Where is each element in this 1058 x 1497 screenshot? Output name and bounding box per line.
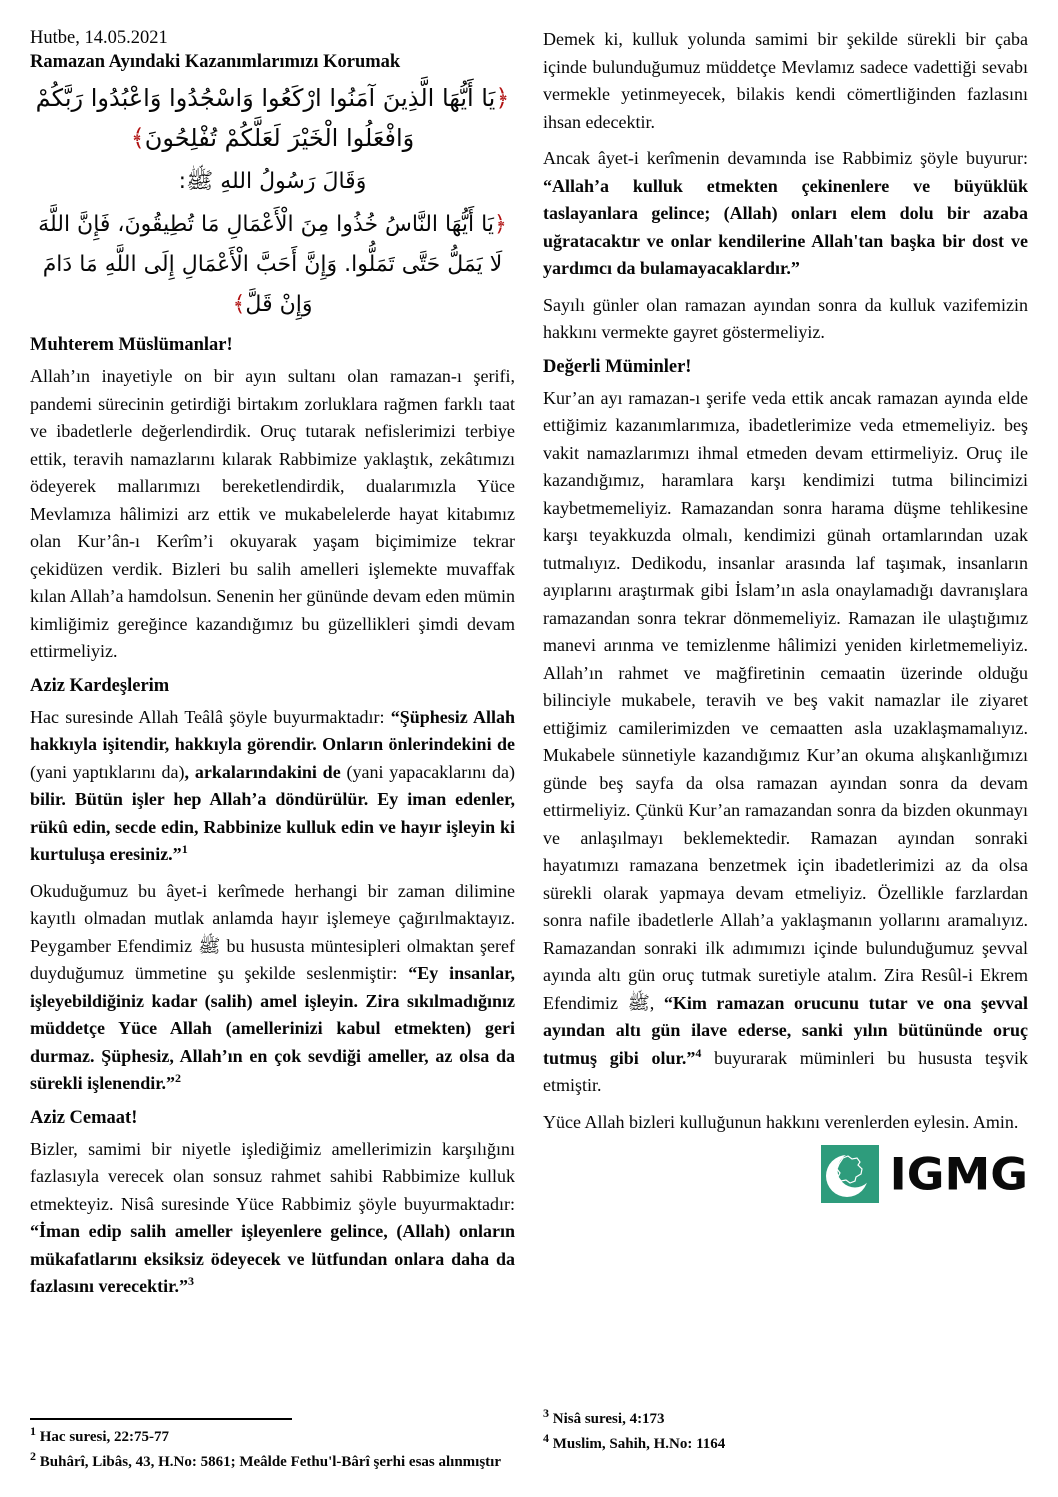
footnote (30, 1448, 515, 1474)
crescent-europe-icon (821, 1145, 879, 1203)
section-heading-degerli-muminler: Değerli Müminler! (543, 356, 692, 377)
footnote-ref: 1 (181, 842, 188, 856)
text-run: Ancak âyet-i kerîmenin devamında ise Rabbimiz şöyle buyurur: (543, 148, 1028, 168)
footnotes-left (30, 1418, 515, 1476)
footnote-text: Muslim, Sahih, H.No: 1164 (552, 1435, 726, 1452)
text-run: ﴿ (495, 84, 510, 112)
paragraph (30, 878, 515, 1098)
footnote (30, 1424, 515, 1449)
quran-verse-arabic (30, 78, 515, 158)
footnotes-right (543, 1406, 1028, 1458)
text-run: “İman edip salih ameller işleyenlere gelince, (Allah) onların mükafatlarını eksiksiz ödeyecek ve lütfundan onlara daha da fazlasını verecektir.” (30, 1221, 515, 1296)
text-run: يَا أَيُّهَا الَّذِينَ آمَنُوا ارْكَعُوا وَاسْجُدُوا وَاعْبُدُوا رَبَّكُمْ وَافْعَلُوا الْخَيْرَ لَعَلَّكُمْ تُفْلِحُونَ (35, 84, 496, 152)
footnote-text: Buhârî, Libâs, 43, H.No: 5861; Meâlde Fethu'l-Bârî şerhi esas alınmıştır (39, 1453, 501, 1470)
paragraph (543, 385, 1028, 1100)
text-run: Bizler, samimi bir niyetle işlediğimiz amellerimizin karşılığını fazlasıyla verecek olan sonsuz rahmet sahibi Rabbimize kulluk etmekteyiz. Nisâ suresinde Yüce Rabbimiz şöyle buyurmaktadır: (30, 1138, 515, 1214)
footnote-ref: 3 (187, 1274, 194, 1288)
pbuh-calligraphy-symbol: ﷺ (186, 168, 214, 194)
paragraph: Yüce Allah bizleri kulluğunun hakkını verenlerden eylesin. Amin. (543, 1111, 1019, 1132)
text-run: Hac suresinde Allah Teâlâ şöyle buyurmaktadır: (30, 706, 391, 727)
rasul-intro-arabic (30, 161, 515, 202)
footnote-marker: 1 (30, 1424, 36, 1438)
logo-row (543, 1145, 1028, 1203)
footnote (543, 1406, 1028, 1431)
text-run: ﴾ (130, 124, 145, 152)
text-run: , (649, 992, 664, 1013)
footnote-ref: 2 (175, 1071, 182, 1085)
footnote-marker: 2 (30, 1448, 36, 1463)
footnote-text: Hac suresi, 22:75-77 (39, 1429, 170, 1445)
footnote-text: Nisâ suresi, 4:173 (552, 1411, 665, 1427)
section-heading-muhterem: Muhterem Müslümanlar! (30, 335, 233, 355)
text-run: (yani yaptıklarını da) (30, 761, 185, 782)
pbuh-calligraphy-symbol: ﷺ (198, 935, 221, 957)
document-title: Ramazan Ayındaki Kazanımlarımızı Korumak (30, 52, 401, 72)
paragraph: Allah’ın inayetiyle on bir ayın sultanı olan ramazan-ı şerifi, pandemi sürecinin getirdiği birtakım zorluklara rağmen farklı taat ve ibadetlerle değerlendirdik. Oruç tutarak nefislerimizi terbiye ettik, teravih namazlarını kılarak Rabbimize yaklaştık, zekâtımızı ödeyerek mallarımızı bereketlendirdik, dualarımızla Yüce Mevlamıza hâlimizi arz ettik ve mukabelelerde hayat kitabımız olan Kur’ân-ı Kerîm’i okuyarak yaşam biçimimize tekrar çekidüzen verdik. Bizleri bu salih amelleri işlemekte muvaffak kılan Allah’a hamdolsun. Senenin her gününde devam eden mümin kimliğimiz gereğince kazandığımız bu güzellikleri şimdi devam ettirmeliyiz. (30, 366, 515, 661)
footnote-ref: 4 (695, 1045, 702, 1060)
text-run: : (178, 169, 187, 194)
text-run: ﴿ (493, 212, 507, 237)
paragraph: Sayılı günler olan ramazan ayından sonra da kulluk vazifemizin hakkını vermekte gayret göstermeliyiz. (543, 294, 1028, 342)
footnote (543, 1430, 1028, 1456)
igmg-logo (821, 1145, 1028, 1203)
text-run: يَا أَيُّهَا النَّاسُ خُذُوا مِنَ الْأَعْمَالِ مَا تُطِيقُونَ، فَإِنَّ اللَّهَ لَا يَمَلُّ حَتَّى تَمَلُّوا. وَإِنَّ أَحَبَّ الْأَعْمَالِ إِلَى اللَّهِ مَا دَامَ وَإِنْ قَلَّ (38, 212, 503, 317)
left-column (30, 26, 515, 1488)
text-run: buyurarak müminleri bu hususta teşvik etmiştir. (543, 1047, 1028, 1095)
text-run: “Allah’a kulluk etmekten çekinenlere ve büyüklük taslayanlara gelince; (Allah) onları elem dolu bir azaba uğratacaktır ve onlar kendilerine Allah'tan başka bir dost ve yardımcı da bulamayacaklardır.” (543, 175, 1028, 278)
footnote-divider (30, 1418, 292, 1420)
text-run: (yani yapacaklarını da) (346, 761, 515, 782)
text-run: ﴾ (232, 292, 246, 317)
paragraph (30, 1136, 515, 1301)
pbuh-calligraphy-symbol: ﷺ (627, 992, 650, 1014)
date-line: Hutbe, 14.05.2021 (30, 28, 168, 48)
text-run: “Ey insanlar, işleyebildiğiniz kadar (salih) amel işleyin. Zira sıkılmadığınız müddetçe Yüce Allah (amellerinizi kabul etmekten) geri durmaz. Şüphesiz, Allah’ın en çok sevdiği ameller, az olsa da sürekli işlenendir.” (30, 963, 515, 1093)
text-run: وَقَالَ رَسُولُ اللهِ (213, 169, 367, 194)
section-heading-aziz-kardeslerim: Aziz Kardeşlerim (30, 675, 170, 696)
right-column (543, 26, 1028, 1488)
text-run: “Kim ramazan orucunu tutar ve ona şevval ayından altı gün ilave ederse, sanki yılın bütününde oruç tutmuş gibi olur.” (543, 992, 1028, 1068)
text-run: bilir. Bütün işler hep Allah’a döndürülür. Ey iman edenler, rükû edin, secde edin, Rabbinize kulluk edin ve hayır işleyin ki kurtuluşa eresiniz.” (30, 789, 515, 864)
footnote-marker: 3 (543, 1406, 549, 1420)
footnote-marker: 4 (543, 1430, 549, 1445)
text-run: Okuduğumuz bu âyet-i kerîmede herhangi bir zaman dilimine kayıtlı olmadan mutlak anlamda hayır işlemeye çağırılmaktayız. Peygamber Efendimiz (30, 880, 515, 956)
hadith-arabic (30, 205, 515, 325)
text-run: bu hususta müntesipleri olmaktan şeref duyduğumuz ümmetine şu şekilde seslenmiştir: (30, 935, 515, 983)
paragraph (30, 704, 515, 869)
logo-wordmark: IGMG (889, 1148, 1028, 1200)
section-heading-aziz-cemaat: Aziz Cemaat! (30, 1107, 138, 1128)
text-run: , arkalarındakini de (184, 761, 347, 782)
paragraph (543, 145, 1028, 283)
text-run: Kur’an ayı ramazan-ı şerife veda ettik ancak ramazan ayında elde ettiğimiz kazanımlarımıza, ibadetlerimize veda etmemeliyiz. beş vakit namazlarımızı ihmal etmeden devam ettirmeliyiz. Oruç ile kazandığımız, haramlara karşı kendimizi tutma bilincimizi kaybetmemeliyiz. Ramazandan sonra harama düşme tehlikesine karşı teyakkuzda olmalı, kendimizi günah ortamlarından uzak tutmalıyız. Dedikodu, insanlar arasında laf taşımak, insanların ayıplarını araştırmak gibi İslam’ın asla onaylamadığı davranışlara ramazandan sonra tekrar dönmemeliyiz. Ramazan ile ulaştığımız manevi arınma ve temizlenme hâlimizi yeniden kirletmemeliyiz. Allah’ın rahmet ve mağfiretinin cemaatin üzerinde olduğu bilinciyle mukabele, teravih ve beş vakit namazlar ile ziyaret ettiğimiz camilerimizden ve cemaatten asla uzaklaşmamalıyız. Mukabele sünnetiyle kazandığımız Kur’an okuma alışkanlığımızı günde beş sayfa da olsa ramazan ayından sonra da devam ettirmeliyiz. Çünkü Kur’an ramazandan sonra da bizden okunmayı ve anlaşılmayı beklemektedir. Ramazan ayından sonraki hayatımızı ramazana benzetmek için ibadetlerimizi az da olsa sürekli olarak yapmaya devam etmeliyiz. Özellikle farzlardan sonra nafile ibadetlerle Allah’a yaklaşmanın yollarını aramalıyız. Ramazandan sonraki ilk adımımızı içinde bulunduğumuz şevval ayında altı gün oruç tutmak suretiyle atalım. Zira Resûl-i Ekrem Efendimiz (543, 387, 1028, 1013)
text-run: “Şüphesiz Allah hakkıyla işitendir, hakkıyla görendir. Onların önlerindekini de (30, 706, 515, 754)
paragraph: Demek ki, kulluk yolunda samimi bir şekilde sürekli bir çaba içinde bulunduğumuz müddetçe Mevlamız sadece vadettiği sevabı vermekle yetinmeyecek, bilakis kendi cömertliğinden fazlasını ihsan edecektir. (543, 29, 1028, 132)
